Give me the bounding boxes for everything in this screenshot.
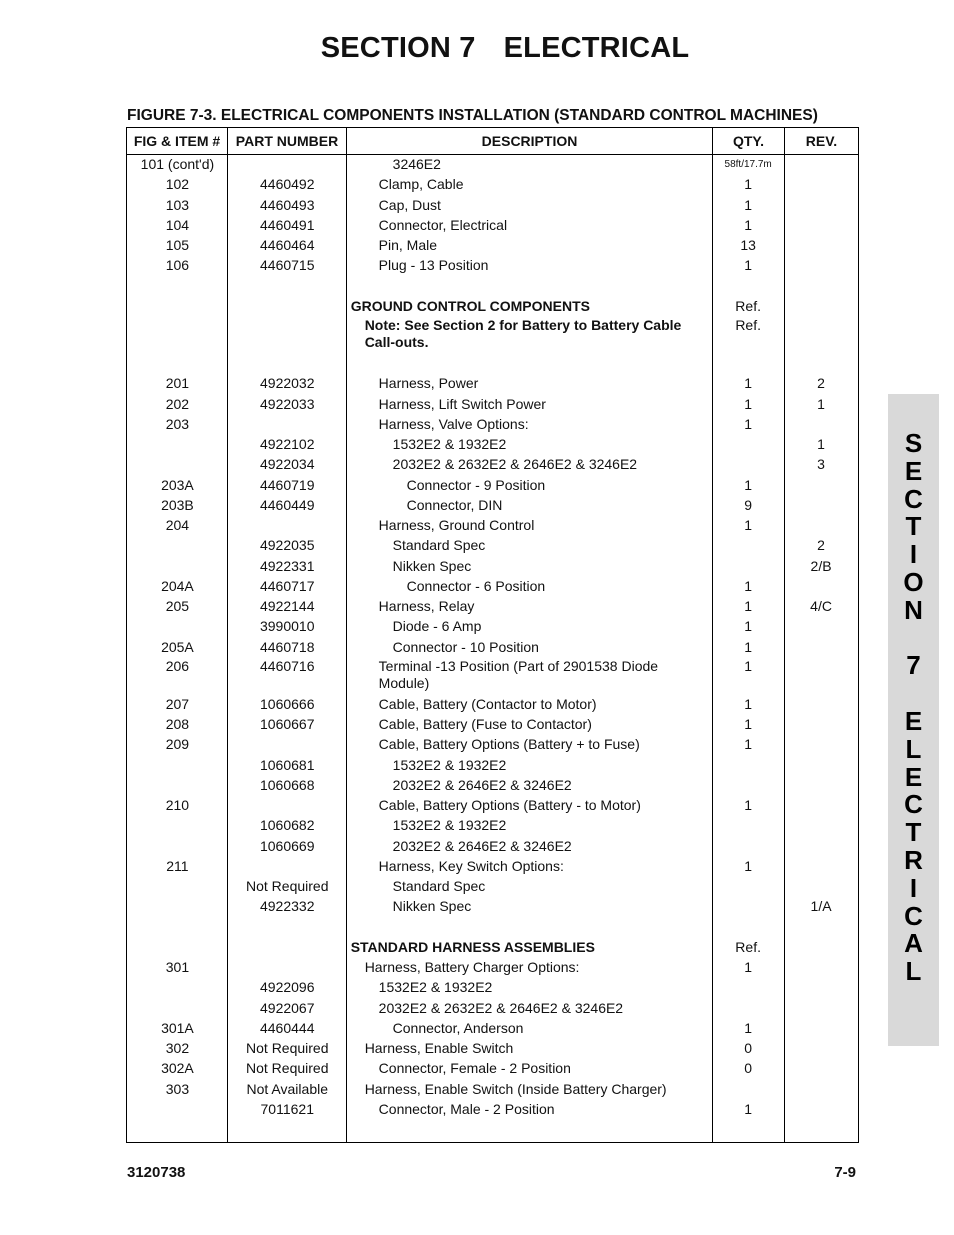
header-description: DESCRIPTION: [347, 128, 713, 155]
rev-cell: 2: [817, 375, 825, 392]
fig-item-cell: [127, 816, 228, 836]
side-tab-letter: A: [904, 928, 923, 959]
part-number-cell: 4460719: [259, 476, 315, 493]
part-number-cell: 4922035: [259, 537, 315, 554]
qty-cell: 1: [744, 395, 753, 412]
qty-cell: 1: [744, 598, 753, 614]
description-cell: Cable, Battery (Contactor to Motor): [378, 695, 597, 712]
side-tab-letter: C: [904, 900, 923, 931]
table-row: [127, 938, 858, 958]
description-cell: 1532E2 & 1932E2: [392, 436, 507, 452]
rev-cell: [784, 756, 858, 776]
fig-item-cell: [127, 1100, 228, 1120]
qty-cell: 1: [744, 959, 753, 975]
description-cell: Diode - 6 Amp: [392, 618, 482, 635]
rev-cell: 1: [817, 436, 825, 452]
description-cell: Harness, Lift Switch Power: [378, 395, 546, 412]
description-cell: 3246E2: [392, 156, 441, 172]
table-row: [127, 476, 858, 496]
fig-item-cell: 302: [165, 1040, 190, 1056]
rev-cell: [784, 577, 858, 597]
qty-cell: [712, 756, 784, 776]
fig-item-cell: 204A: [161, 577, 194, 594]
table-row: [127, 395, 858, 415]
table-row: [127, 837, 858, 857]
qty-cell: [712, 999, 784, 1019]
fig-item-cell: [127, 297, 228, 317]
rev-cell: [784, 958, 858, 978]
description-cell: Connector, Female - 2 Position: [378, 1060, 571, 1077]
qty-cell: 1: [744, 618, 753, 635]
description-cell: Standard Spec: [392, 878, 486, 894]
qty-cell: 1: [744, 517, 753, 533]
description-cell: Cable, Battery Options (Battery + to Fuse): [378, 736, 640, 753]
rev-cell: [784, 256, 858, 276]
side-tab-letter: O: [903, 566, 924, 597]
table-row: [127, 897, 858, 917]
rev-cell: [784, 1100, 858, 1120]
fig-item-cell: [127, 435, 228, 455]
qty-cell: 9: [744, 496, 753, 513]
qty-cell: 1: [744, 695, 753, 712]
section-side-tab: [888, 394, 939, 1046]
rev-cell: [784, 638, 858, 658]
fig-item-cell: 205: [165, 598, 190, 614]
fig-item-cell: 206: [165, 657, 190, 674]
fig-item-cell: 303: [165, 1080, 190, 1097]
description-cell: 1532E2 & 1932E2: [392, 817, 507, 834]
part-number-cell: 4922102: [259, 436, 315, 452]
part-number-cell: 1060666: [260, 695, 315, 712]
part-number-cell: 4922033: [260, 395, 315, 412]
part-number-cell: [228, 516, 347, 536]
header-part-number: PART NUMBER: [228, 128, 347, 155]
part-number-cell: 1060667: [260, 716, 315, 732]
table-row: [127, 415, 858, 435]
part-number-cell: 4922144: [260, 598, 315, 614]
qty-cell: [712, 816, 784, 836]
fig-item-cell: [127, 877, 228, 897]
description-cell: 2032E2 & 2632E2 & 2646E2 & 3246E2: [392, 456, 638, 473]
table-row: [127, 216, 858, 236]
table-rows: [127, 155, 858, 1120]
part-number-cell: 4922032: [260, 375, 315, 392]
part-number-cell: 1060669: [259, 837, 315, 854]
table-row: [127, 317, 858, 354]
fig-item-cell: [127, 557, 228, 577]
side-tab-letter: E: [904, 455, 923, 486]
qty-cell: [712, 1080, 784, 1100]
table-row: [127, 756, 858, 776]
fig-item-cell: 202: [165, 395, 190, 412]
part-number-cell: [228, 155, 347, 175]
part-number-cell: Not Available: [246, 1080, 328, 1097]
description-cell: Nikken Spec: [392, 557, 472, 574]
table-row: [127, 776, 858, 796]
blank-row: [127, 354, 858, 374]
page-number: 7-9: [834, 1164, 856, 1181]
description-cell: Nikken Spec: [392, 898, 472, 915]
side-tab-letter: C: [904, 483, 923, 514]
part-number-cell: 4460491: [260, 216, 315, 233]
rev-cell: [784, 978, 858, 998]
table-row: [127, 617, 858, 637]
part-number-cell: [228, 796, 347, 816]
qty-cell: 1: [744, 1100, 753, 1117]
description-cell: Standard Spec: [392, 537, 486, 554]
description-cell: Cable, Battery Options (Battery - to Motor): [378, 797, 641, 813]
part-number-cell: 1060668: [259, 776, 315, 793]
fig-item-cell: 205A: [161, 638, 194, 655]
rev-cell: [784, 695, 858, 715]
table-row: [127, 435, 858, 455]
table-row: [127, 958, 858, 978]
side-tab-letter: I: [909, 872, 918, 903]
side-tab-letter: [910, 625, 917, 653]
table-row: [127, 978, 858, 998]
side-tab-letter: L: [905, 733, 922, 764]
rev-cell: 1/A: [810, 898, 832, 915]
qty-cell: [712, 557, 784, 577]
rev-cell: [784, 1039, 858, 1059]
section-number: SECTION 7: [320, 32, 476, 64]
side-tab-letter: R: [904, 844, 923, 875]
description-cell: Cap, Dust: [378, 196, 441, 213]
description-cell: Cable, Battery (Fuse to Contactor): [378, 716, 592, 732]
qty-cell: 0: [744, 1040, 753, 1056]
rev-cell: [784, 715, 858, 735]
qty-cell: 1: [744, 657, 753, 674]
table-row: [127, 516, 858, 536]
part-number-cell: 1060682: [259, 817, 315, 834]
qty-cell: Ref.: [735, 317, 761, 333]
table-row: [127, 196, 858, 216]
description-cell: 2032E2 & 2632E2 & 2646E2 & 3246E2: [378, 999, 624, 1016]
rev-cell: [784, 735, 858, 755]
table-row: [127, 175, 858, 195]
rev-cell: [784, 857, 858, 877]
fig-item-cell: [127, 317, 228, 354]
rev-cell: [784, 236, 858, 256]
fig-item-cell: [127, 938, 228, 958]
fig-item-cell: 210: [165, 797, 190, 813]
rev-cell: [784, 155, 858, 175]
description-cell: Harness, Enable Switch (Inside Battery Charger): [364, 1080, 667, 1097]
table-row: [127, 577, 858, 597]
rev-cell: 2: [817, 537, 825, 554]
qty-cell: 13: [740, 237, 756, 253]
description-cell: Connector, DIN: [406, 496, 503, 513]
fig-item-cell: 301A: [161, 1019, 194, 1036]
fig-item-cell: 102: [165, 176, 190, 193]
side-tab-letter: N: [904, 594, 923, 625]
part-number-cell: [228, 857, 347, 877]
rev-cell: [784, 415, 858, 435]
description-cell: 1532E2 & 1932E2: [378, 979, 493, 996]
qty-cell: 1: [744, 577, 753, 594]
part-number-cell: 4922034: [259, 456, 315, 473]
part-number-cell: 7011621: [260, 1100, 314, 1117]
part-number-cell: 4460444: [259, 1019, 315, 1036]
part-number-cell: [228, 317, 347, 354]
qty-cell: 1: [744, 1019, 753, 1036]
rev-cell: [784, 175, 858, 195]
fig-item-cell: [127, 617, 228, 637]
table-row: [127, 1039, 858, 1059]
description-cell: Note: See Section 2 for Battery to Battery Cable Call-outs.: [364, 317, 682, 350]
table-row: [127, 256, 858, 276]
rev-cell: [784, 999, 858, 1019]
fig-item-cell: 302A: [161, 1060, 194, 1077]
description-cell: Connector - 9 Position: [406, 476, 546, 493]
part-number-cell: Not Required: [246, 1040, 329, 1056]
description-cell: Harness, Power: [378, 375, 479, 392]
part-number-cell: 4922096: [260, 979, 315, 996]
qty-cell: 1: [744, 375, 753, 392]
description-cell: Harness, Ground Control: [378, 517, 535, 533]
part-number-cell: 4922067: [260, 999, 315, 1016]
rev-cell: [784, 617, 858, 637]
part-number-cell: [228, 735, 347, 755]
qty-cell: 1: [744, 257, 753, 274]
description-cell: Harness, Relay: [378, 598, 475, 614]
fig-item-cell: 101 (cont'd): [140, 156, 215, 172]
fig-item-cell: [127, 978, 228, 998]
fig-item-cell: 211: [166, 857, 189, 874]
fig-item-cell: [127, 999, 228, 1019]
part-number-cell: Not Required: [246, 878, 329, 894]
table-row: [127, 658, 858, 695]
side-tab-letter: I: [909, 539, 918, 570]
parts-table: [126, 127, 859, 1143]
fig-item-cell: 201: [165, 375, 190, 392]
side-tab-letter: T: [905, 511, 922, 542]
rev-cell: [784, 658, 858, 695]
table-row: [127, 597, 858, 617]
table-header-row: [127, 128, 859, 155]
table-row: [127, 496, 858, 516]
qty-cell: [712, 455, 784, 475]
table-row: [127, 1059, 858, 1079]
fig-item-cell: 209: [165, 736, 190, 753]
rev-cell: [784, 317, 858, 354]
part-number-cell: [228, 415, 347, 435]
description-cell: Plug - 13 Position: [378, 257, 489, 274]
fig-item-cell: 106: [165, 257, 190, 274]
qty-cell: [712, 837, 784, 857]
table-row: [127, 1019, 858, 1039]
part-number-cell: 4460716: [260, 657, 315, 674]
section-name: ELECTRICAL: [503, 32, 690, 64]
fig-item-cell: 203A: [161, 476, 194, 493]
part-number-cell: Not Required: [246, 1060, 329, 1077]
fig-item-cell: [127, 756, 228, 776]
qty-cell: 0: [744, 1060, 753, 1077]
description-cell: 2032E2 & 2646E2 & 3246E2: [392, 837, 572, 854]
side-tab-letter: S: [904, 428, 923, 458]
fig-item-cell: 207: [165, 695, 190, 712]
description-cell: Harness, Enable Switch: [364, 1040, 514, 1056]
table-row: [127, 455, 858, 475]
part-number-cell: 4460493: [260, 196, 315, 213]
side-tab-letter: E: [904, 761, 923, 792]
rev-cell: [784, 216, 858, 236]
qty-cell: Ref.: [735, 938, 761, 955]
table-row: [127, 999, 858, 1019]
qty-cell: 1: [744, 196, 753, 213]
qty-cell: [712, 978, 784, 998]
side-tab-letter: 7: [906, 650, 921, 681]
section-title: [28, 32, 954, 65]
rev-cell: [784, 776, 858, 796]
fig-item-cell: 105: [165, 237, 190, 253]
description-cell: Harness, Valve Options:: [378, 415, 529, 432]
table-row: [127, 374, 858, 394]
qty-cell: [712, 435, 784, 455]
part-number-cell: 4922331: [259, 557, 315, 574]
qty-cell: 58ft/17.7m: [724, 159, 772, 170]
fig-item-cell: 103: [165, 196, 190, 213]
fig-item-cell: [127, 536, 228, 556]
table-row: [127, 816, 858, 836]
part-number-cell: 4460717: [259, 577, 315, 594]
part-number-cell: [228, 938, 347, 958]
side-tab-letter: [910, 680, 917, 708]
description-cell: Connector - 6 Position: [406, 577, 546, 594]
qty-cell: [712, 776, 784, 796]
part-number-cell: [228, 297, 347, 317]
rev-cell: [784, 1059, 858, 1079]
table-row: [127, 557, 858, 577]
rev-cell: [784, 877, 858, 897]
rev-cell: [784, 1080, 858, 1100]
qty-cell: [712, 536, 784, 556]
table-row: [127, 877, 858, 897]
description-cell: Connector - 10 Position: [392, 638, 539, 655]
description-cell: 2032E2 & 2646E2 & 3246E2: [392, 776, 572, 793]
rev-cell: [784, 837, 858, 857]
qty-cell: 1: [744, 176, 753, 193]
fig-item-cell: 203: [165, 415, 190, 432]
blank-row: [127, 918, 858, 938]
qty-cell: 1: [744, 415, 753, 432]
table-row: [127, 155, 858, 175]
rev-cell: [784, 938, 858, 958]
description-cell: STANDARD HARNESS ASSEMBLIES: [350, 938, 595, 955]
rev-cell: [784, 297, 858, 317]
table-row: [127, 715, 858, 735]
qty-cell: 1: [744, 476, 753, 493]
table-body: [127, 155, 859, 1143]
header-qty: QTY.: [713, 128, 785, 155]
description-cell: Clamp, Cable: [378, 176, 464, 193]
rev-cell: 1: [817, 395, 825, 412]
part-number-cell: 4460492: [260, 176, 315, 193]
fig-item-cell: 301: [165, 959, 190, 975]
rev-cell: [784, 196, 858, 216]
fig-item-cell: 204: [165, 517, 190, 533]
description-cell: GROUND CONTROL COMPONENTS: [350, 297, 590, 314]
description-cell: Connector, Anderson: [392, 1019, 524, 1036]
figure-title: FIGURE 7-3. ELECTRICAL COMPONENTS INSTALLATION (STANDARD CONTROL MACHINES): [127, 107, 818, 124]
part-number-cell: 3990010: [259, 618, 315, 635]
blank-row: [127, 277, 858, 297]
fig-item-cell: [127, 455, 228, 475]
fig-item-cell: 203B: [161, 496, 194, 513]
table-row: [127, 297, 858, 317]
fig-item-cell: [127, 897, 228, 917]
side-tab-letter: T: [905, 817, 922, 848]
rev-cell: [784, 496, 858, 516]
fig-item-cell: [127, 837, 228, 857]
rev-cell: [784, 476, 858, 496]
table-row: [127, 1100, 858, 1120]
qty-cell: 1: [744, 716, 753, 732]
rev-cell: 2/B: [810, 557, 832, 574]
table-row: [127, 796, 858, 816]
description-cell: Terminal -13 Position (Part of 2901538 Diode Module): [378, 657, 659, 691]
description-cell: 1532E2 & 1932E2: [392, 756, 507, 773]
qty-cell: [712, 877, 784, 897]
table-row: [127, 536, 858, 556]
fig-item-cell: [127, 776, 228, 796]
rev-cell: 3: [817, 456, 825, 473]
rev-cell: [784, 1019, 858, 1039]
qty-cell: 1: [744, 736, 753, 753]
part-number-cell: [228, 958, 347, 978]
doc-number: 3120738: [127, 1164, 186, 1181]
description-cell: Pin, Male: [378, 237, 438, 253]
rev-cell: [784, 516, 858, 536]
qty-cell: 1: [744, 638, 753, 655]
table-row: [127, 857, 858, 877]
description-cell: Harness, Battery Charger Options:: [364, 959, 580, 975]
part-number-cell: 4460718: [259, 638, 315, 655]
table-row: [127, 236, 858, 256]
description-cell: Harness, Key Switch Options:: [378, 857, 564, 874]
part-number-cell: 4460715: [260, 257, 315, 274]
header-fig-item: FIG & ITEM #: [127, 128, 228, 155]
qty-cell: 1: [744, 797, 753, 813]
table-row: [127, 638, 858, 658]
qty-cell: 1: [744, 216, 753, 233]
part-number-cell: 1060681: [259, 756, 315, 773]
description-cell: Connector, Male - 2 Position: [378, 1100, 555, 1117]
rev-cell: [784, 796, 858, 816]
qty-cell: 1: [744, 857, 753, 874]
rev-cell: [784, 816, 858, 836]
qty-cell: Ref.: [735, 297, 761, 314]
table-row: [127, 1080, 858, 1100]
side-tab-letter: C: [904, 789, 923, 820]
fig-item-cell: 104: [165, 216, 190, 233]
side-tab-letter: E: [904, 705, 923, 736]
part-number-cell: 4460464: [260, 237, 315, 253]
table-row: [127, 695, 858, 715]
rev-cell: 4/C: [810, 598, 832, 614]
description-cell: Connector, Electrical: [378, 216, 508, 233]
qty-cell: [712, 897, 784, 917]
part-number-cell: 4460449: [259, 496, 315, 513]
part-number-cell: 4922332: [259, 898, 315, 915]
header-rev: REV.: [785, 128, 859, 155]
table-row: [127, 735, 858, 755]
fig-item-cell: 208: [165, 716, 190, 732]
side-tab-letter: L: [905, 956, 922, 987]
